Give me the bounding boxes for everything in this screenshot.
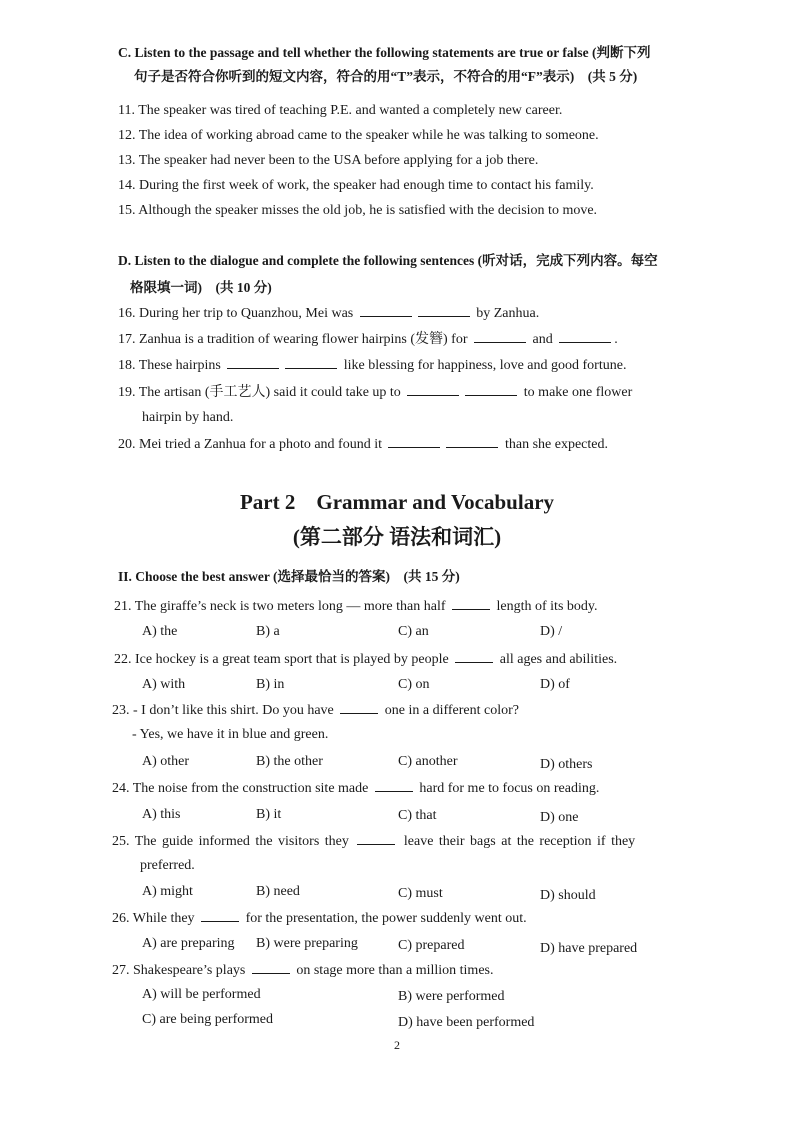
q25-option-a[interactable]: A) might xyxy=(142,884,193,899)
q26-option-c[interactable]: C) prepared xyxy=(398,938,465,953)
question-25-text-a: 25. The guide informed the visitors they xyxy=(112,834,349,849)
question-19-text-a: 19. The artisan (手工艺人) said it could take up to xyxy=(118,385,401,400)
q24-option-b[interactable]: B) it xyxy=(256,807,282,822)
part-c-heading-line1: C. Listen to the passage and tell whether the following statements are true or false (判断下列 xyxy=(118,45,651,60)
question-17 xyxy=(118,330,618,349)
q24-option-d[interactable]: D) one xyxy=(540,810,579,825)
question-19-text-b: to make one flower xyxy=(523,385,633,400)
section-ii-heading: II. Choose the best answer (选择最恰当的答案) (共 15 分) xyxy=(118,569,460,584)
q26-option-b[interactable]: B) were preparing xyxy=(256,936,358,951)
q27-option-d[interactable]: D) have been performed xyxy=(398,1015,535,1030)
question-17-text-b: and xyxy=(532,332,553,347)
statement-13: 13. The speaker had never been to the USA before applying for a job there. xyxy=(118,153,539,168)
question-26-text-b: for the presentation, the power suddenly went out. xyxy=(245,911,527,926)
question-16 xyxy=(118,304,539,323)
q25-option-c[interactable]: C) must xyxy=(398,886,443,901)
q21-option-c[interactable]: C) an xyxy=(398,624,429,639)
answer-blank[interactable] xyxy=(285,356,337,369)
question-21 xyxy=(114,597,598,616)
answer-blank[interactable] xyxy=(388,435,440,448)
answer-blank[interactable] xyxy=(455,650,493,663)
part-c-heading-line2: 句子是否符合你听到的短文内容，符合的用“T”表示，不符合的用“F”表示) (共 5 分) xyxy=(134,69,638,84)
question-27 xyxy=(112,961,494,980)
answer-blank[interactable] xyxy=(227,356,279,369)
question-21-text-a: 21. The giraffe’s neck is two meters long — more than half xyxy=(114,599,446,614)
question-24 xyxy=(112,779,599,798)
question-23 xyxy=(112,701,519,720)
question-19 xyxy=(118,383,632,402)
answer-blank[interactable] xyxy=(357,832,395,845)
question-22-text-a: 22. Ice hockey is a great team sport that is played by people xyxy=(114,652,449,667)
question-26 xyxy=(112,909,527,928)
statement-12: 12. The idea of working abroad came to the speaker while he was talking to someone. xyxy=(118,128,599,143)
q25-option-b[interactable]: B) need xyxy=(256,884,300,899)
question-19-continuation: hairpin by hand. xyxy=(142,410,234,425)
q27-option-a[interactable]: A) will be performed xyxy=(142,987,261,1002)
part-2-title: Part 2 Grammar and Vocabulary xyxy=(239,490,555,514)
question-23-text-a: 23. - I don’t like this shirt. Do you have xyxy=(112,703,334,718)
q22-option-c[interactable]: C) on xyxy=(398,677,430,692)
question-23-text-b: one in a different color? xyxy=(384,703,520,718)
q23-option-b[interactable]: B) the other xyxy=(256,754,323,769)
answer-blank[interactable] xyxy=(559,330,611,343)
question-16-text-a: 16. During her trip to Quanzhou, Mei was xyxy=(118,306,354,321)
question-17-text-a: 17. Zanhua is a tradition of wearing flower hairpins (发簪) for xyxy=(118,332,468,347)
q27-option-b[interactable]: B) were performed xyxy=(398,989,505,1004)
q23-option-a[interactable]: A) other xyxy=(142,754,190,769)
question-18-text-b: like blessing for happiness, love and good fortune. xyxy=(343,358,627,373)
q21-option-d[interactable]: D) / xyxy=(540,624,563,639)
answer-blank[interactable] xyxy=(252,961,290,974)
q23-option-c[interactable]: C) another xyxy=(398,754,458,769)
answer-blank[interactable] xyxy=(375,779,413,792)
answer-blank[interactable] xyxy=(360,304,412,317)
answer-blank[interactable] xyxy=(446,435,498,448)
question-24-text-b: hard for me to focus on reading. xyxy=(419,781,600,796)
answer-blank[interactable] xyxy=(452,597,490,610)
answer-blank[interactable] xyxy=(465,383,517,396)
part-d-heading-line1: D. Listen to the dialogue and complete the following sentences (听对话，完成下列内容。每空 xyxy=(118,253,658,268)
question-17-text-c: . xyxy=(614,332,618,347)
q26-option-d[interactable]: D) have prepared xyxy=(540,941,638,956)
question-20-text-b: than she expected. xyxy=(504,437,608,452)
question-27-text-a: 27. Shakespeare’s plays xyxy=(112,963,246,978)
part-2-subtitle: (第二部分 语法和词汇) xyxy=(292,525,502,549)
question-25 xyxy=(112,832,635,851)
question-27-text-b: on stage more than a million times. xyxy=(296,963,494,978)
question-18-text-a: 18. These hairpins xyxy=(118,358,221,373)
q22-option-b[interactable]: B) in xyxy=(256,677,285,692)
statement-11: 11. The speaker was tired of teaching P.E. and wanted a completely new career. xyxy=(118,103,563,118)
question-23-reply: - Yes, we have it in blue and green. xyxy=(132,727,329,742)
q27-option-c[interactable]: C) are being performed xyxy=(142,1012,273,1027)
q24-option-c[interactable]: C) that xyxy=(398,808,437,823)
statement-14: 14. During the first week of work, the speaker had enough time to contact his family. xyxy=(118,178,594,193)
question-26-text-a: 26. While they xyxy=(112,911,195,926)
q22-option-d[interactable]: D) of xyxy=(540,677,570,692)
answer-blank[interactable] xyxy=(340,701,378,714)
answer-blank[interactable] xyxy=(201,909,239,922)
question-18 xyxy=(118,356,626,375)
q26-option-a[interactable]: A) are preparing xyxy=(142,936,235,951)
question-25-continuation: preferred. xyxy=(140,858,195,873)
question-16-text-b: by Zanhua. xyxy=(476,306,540,321)
question-21-text-b: length of its body. xyxy=(496,599,598,614)
question-25-text-b: leave their bags at the reception if they xyxy=(403,834,636,849)
q21-option-a[interactable]: A) the xyxy=(142,624,178,639)
question-20 xyxy=(118,435,608,454)
question-22-text-b: all ages and abilities. xyxy=(499,652,618,667)
part-d-heading-line2: 格限填一词) (共 10 分) xyxy=(130,280,272,295)
statement-15: 15. Although the speaker misses the old job, he is satisfied with the decision to move. xyxy=(118,203,598,218)
question-24-text-a: 24. The noise from the construction site made xyxy=(112,781,369,796)
answer-blank[interactable] xyxy=(418,304,470,317)
page-number: 2 xyxy=(394,1038,400,1052)
q25-option-d[interactable]: D) should xyxy=(540,888,596,903)
q23-option-d[interactable]: D) others xyxy=(540,757,593,772)
answer-blank[interactable] xyxy=(407,383,459,396)
q24-option-a[interactable]: A) this xyxy=(142,807,181,822)
question-22 xyxy=(114,650,617,669)
q21-option-b[interactable]: B) a xyxy=(256,624,280,639)
answer-blank[interactable] xyxy=(474,330,526,343)
question-20-text-a: 20. Mei tried a Zanhua for a photo and found it xyxy=(118,437,382,452)
q22-option-a[interactable]: A) with xyxy=(142,677,186,692)
